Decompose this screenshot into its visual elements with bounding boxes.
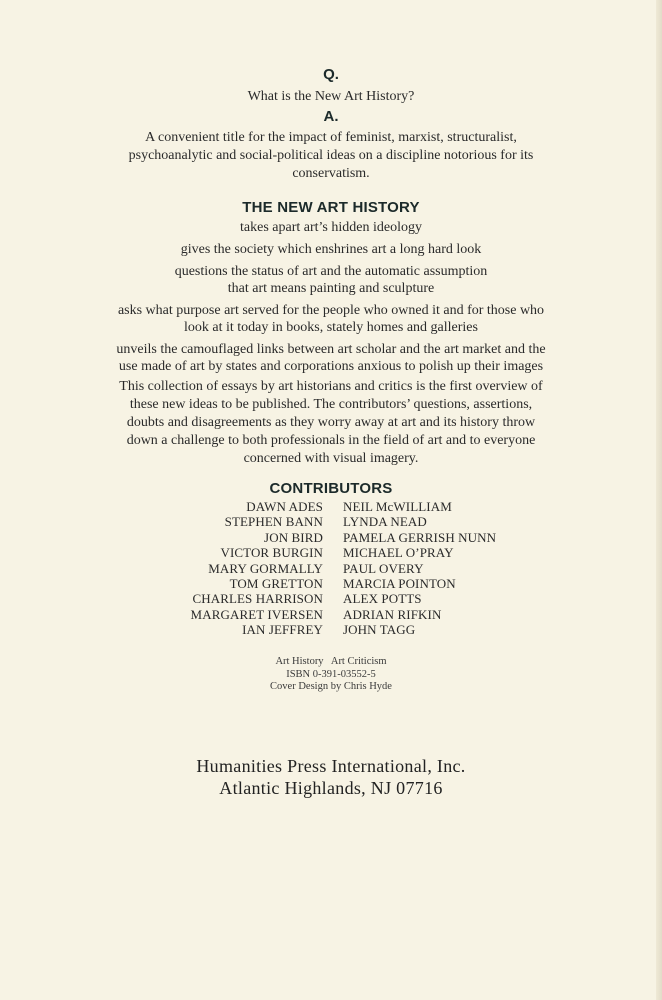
book-metadata bbox=[0, 656, 662, 694]
contributor-name: MARCIA POINTON bbox=[343, 576, 456, 592]
contributor-name: TOM GRETTON bbox=[229, 576, 323, 592]
contributor-name: PAMELA GERRISH NUNN bbox=[343, 529, 497, 545]
nah-item bbox=[0, 302, 662, 336]
answer-line: psychoanalytic and social-political ideas on a discipline notorious for its bbox=[128, 148, 534, 163]
contributor-name: LYNDA NEAD bbox=[343, 514, 427, 530]
nah-item-line: look at it today in books, stately homes and galleries bbox=[184, 320, 478, 335]
question-label: Q. bbox=[323, 66, 339, 83]
contributor-name: STEPHEN BANN bbox=[224, 514, 323, 530]
contributor-name: JON BIRD bbox=[264, 529, 323, 545]
contributor-name: ALEX POTTS bbox=[343, 591, 422, 607]
answer-label: A. bbox=[323, 108, 339, 125]
collection-paragraph bbox=[96, 378, 566, 468]
collection-line: down a challenge to both professionals in the field of art and to everyone bbox=[126, 433, 536, 448]
contributor-name: MICHAEL O’PRAY bbox=[343, 545, 454, 561]
answer-line: A convenient title for the impact of feminist, marxist, structuralist, bbox=[145, 130, 517, 145]
nah-item-line: asks what purpose art served for the people who owned it and for those who bbox=[117, 303, 545, 318]
contributors-left-column bbox=[191, 499, 323, 638]
contributor-name: ADRIAN RIFKIN bbox=[343, 606, 442, 622]
contributor-name: IAN JEFFREY bbox=[242, 622, 323, 638]
collection-line: doubts and disagreements as they worry away at art and its history throw bbox=[126, 415, 536, 430]
contributor-name: DAWN ADES bbox=[246, 499, 323, 514]
contributor-name: JOHN TAGG bbox=[343, 622, 416, 638]
nah-item-line: takes apart art’s hidden ideology bbox=[240, 220, 422, 235]
contributor-name: MARY GORMALLY bbox=[208, 560, 323, 576]
nah-item-line: unveils the camouflaged links between art scholar and the art market and the bbox=[116, 342, 546, 357]
collection-description bbox=[0, 378, 662, 468]
nah-item bbox=[0, 341, 662, 375]
contributor-name: PAUL OVERY bbox=[343, 560, 424, 576]
contributor-name: CHARLES HARRISON bbox=[192, 591, 323, 607]
nah-item-line: questions the status of art and the automatic assumption bbox=[174, 264, 488, 279]
answer-text bbox=[101, 129, 561, 183]
isbn: ISBN 0-391-03552-5 bbox=[286, 668, 376, 680]
collection-line: This collection of essays by art historians and critics is the first overview of bbox=[119, 379, 543, 394]
contributor-name: NEIL McWILLIAM bbox=[343, 499, 452, 514]
cover-design-credit: Cover Design by Chris Hyde bbox=[270, 681, 392, 692]
contributors-right-column bbox=[343, 499, 496, 638]
contributors-title: CONTRIBUTORS bbox=[269, 480, 393, 497]
subject-categories: Art History Art Criticism bbox=[275, 656, 387, 667]
new-art-history-title: THE NEW ART HISTORY bbox=[242, 199, 420, 216]
publisher-name: Humanities Press International, Inc. bbox=[196, 756, 466, 776]
nah-item-line: use made of art by states and corporations anxious to polish up their images bbox=[118, 359, 544, 374]
nah-item bbox=[0, 263, 662, 297]
nah-item-line: gives the society which enshrines art a long hard look bbox=[180, 242, 482, 257]
publisher-address: Atlantic Highlands, NJ 07716 bbox=[219, 778, 443, 798]
contributor-name: MARGARET IVERSEN bbox=[190, 606, 323, 622]
nah-item bbox=[0, 241, 662, 258]
collection-line: concerned with visual imagery. bbox=[243, 451, 419, 466]
answer-line: conservatism. bbox=[292, 166, 370, 181]
question-text: What is the New Art History? bbox=[247, 89, 415, 104]
contributor-name: VICTOR BURGIN bbox=[220, 545, 323, 561]
nah-item-line: that art means painting and sculpture bbox=[227, 281, 435, 296]
qa-section bbox=[0, 66, 662, 380]
collection-line: these new ideas to be published. The contributors’ questions, assertions, bbox=[129, 397, 533, 412]
publisher-block bbox=[0, 755, 662, 799]
nah-item bbox=[0, 219, 662, 236]
